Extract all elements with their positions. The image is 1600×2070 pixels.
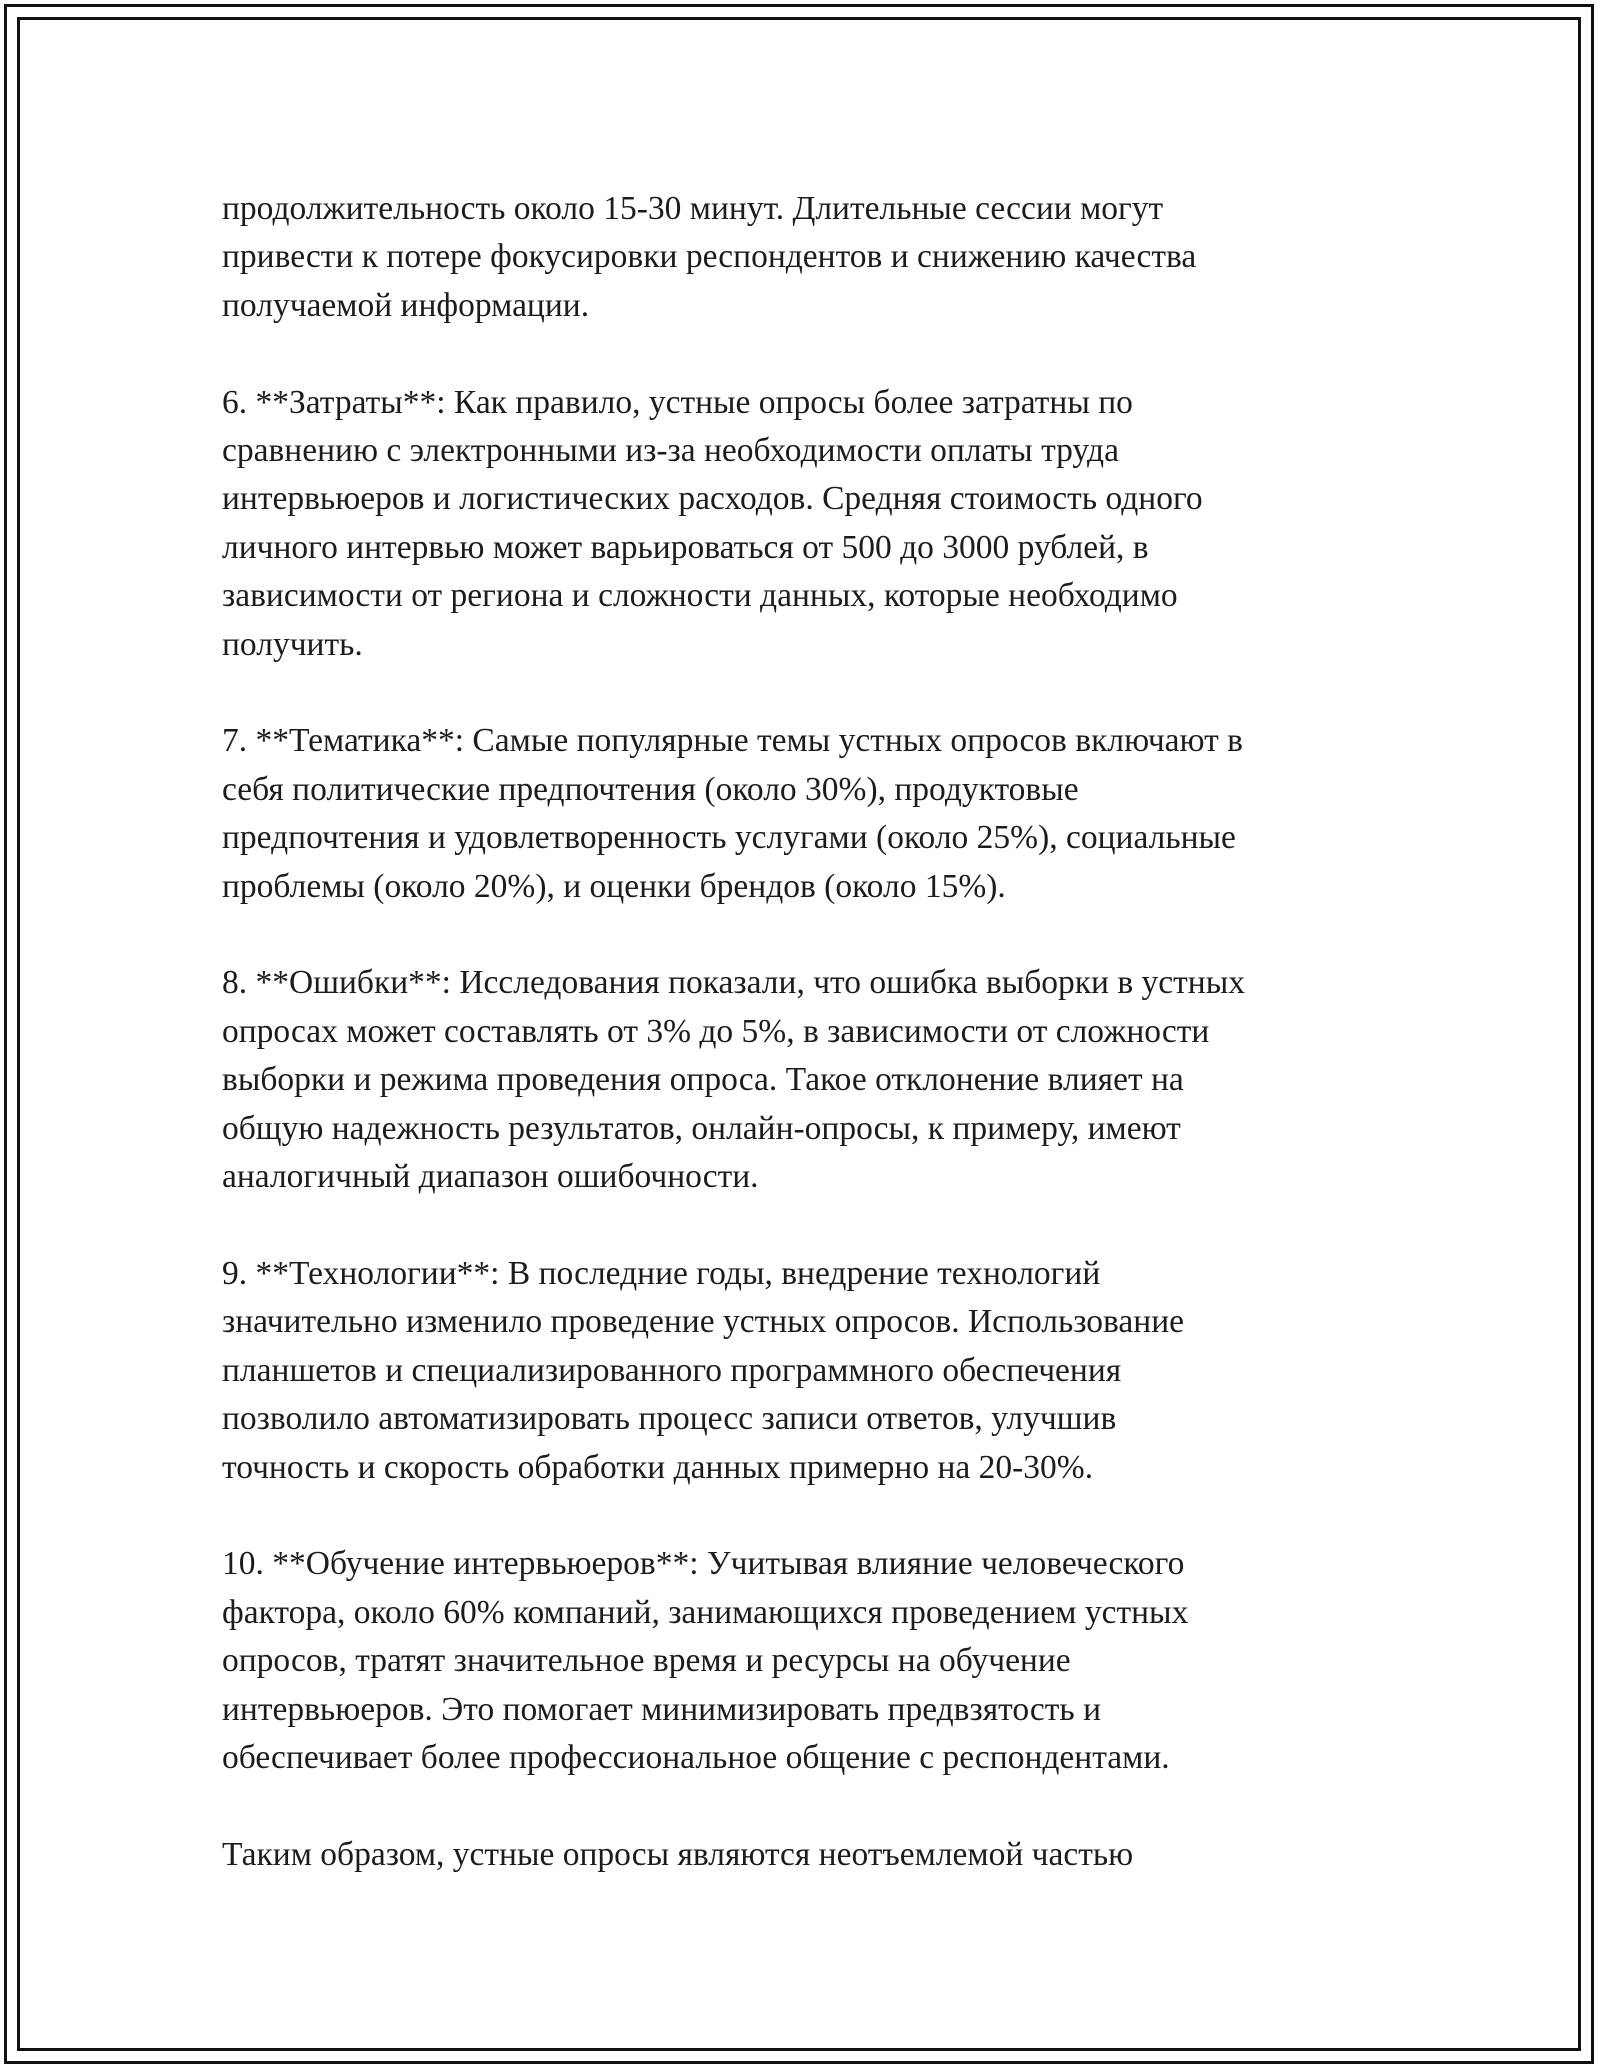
text-line: обеспечивает более профессиональное общение с респондентами. xyxy=(222,1738,1170,1776)
text-line: опросах может составлять от 3% до 5%, в зависимости от сложности xyxy=(222,1012,1210,1050)
text-line: 8. **Ошибки**: Исследования показали, что ошибка выборки в устных xyxy=(222,964,1245,1002)
text-line: общую надежность результатов, онлайн-опросы, к примеру, имеют xyxy=(222,1109,1181,1147)
paragraph-costs xyxy=(222,379,1372,669)
text-line: выборки и режима проведения опроса. Такое отклонение влияет на xyxy=(222,1061,1184,1099)
text-line: 10. **Обучение интервьюеров**: Учитывая влияние человеческого xyxy=(222,1545,1185,1583)
text-line: личного интервью может варьироваться от 500 до 3000 рублей, в xyxy=(222,528,1149,566)
text-line: привести к потере фокусировки респондентов и снижению качества xyxy=(222,238,1197,276)
text-line: получить. xyxy=(222,625,363,663)
text-line: зависимости от региона и сложности данных, которые необходимо xyxy=(222,577,1178,615)
text-line: получаемой информации. xyxy=(222,286,590,324)
text-line: 6. **Затраты**: Как правило, устные опросы более затратны по xyxy=(222,383,1133,421)
text-line: значительно изменило проведение устных опросов. Использование xyxy=(222,1303,1185,1341)
text-line: интервьюеров и логистических расходов. Средняя стоимость одного xyxy=(222,480,1203,518)
text-line: Таким образом, устные опросы являются неотъемлемой частью xyxy=(222,1835,1134,1873)
text-line: планшетов и специализированного программного обеспечения xyxy=(222,1351,1122,1389)
text-line: точность и скорость обработки данных примерно на 20-30%. xyxy=(222,1448,1094,1486)
text-line: продолжительность около 15-30 минут. Длительные сессии могут xyxy=(222,190,1164,227)
text-line: сравнению с электронными из-за необходимости оплаты труда xyxy=(222,432,1119,470)
text-line: предпочтения и удовлетворенность услугами (около 25%), социальные xyxy=(222,819,1236,857)
text-line: интервьюеров. Это помогает минимизировать предвзятость и xyxy=(222,1690,1102,1728)
paragraph-interviewer-training xyxy=(222,1540,1372,1782)
paragraph-errors xyxy=(222,959,1372,1201)
text-line: позволило автоматизировать процесс записи ответов, улучшив xyxy=(222,1400,1117,1438)
text-line: 7. **Тематика**: Самые популярные темы устных опросов включают в xyxy=(222,722,1243,760)
text-line: опросов, тратят значительное время и ресурсы на обучение xyxy=(222,1642,1071,1680)
text-line: аналогичный диапазон ошибочности. xyxy=(222,1158,759,1196)
paragraph-conclusion xyxy=(222,1831,1372,1879)
document-body xyxy=(222,185,1372,1879)
text-line: 9. **Технологии**: В последние годы, внедрение технологий xyxy=(222,1254,1101,1292)
text-line: себя политические предпочтения (около 30%), продуктовые xyxy=(222,770,1079,808)
paragraph-session-duration xyxy=(222,185,1372,330)
paragraph-technologies xyxy=(222,1250,1372,1492)
paragraph-topics xyxy=(222,717,1372,911)
text-line: проблемы (около 20%), и оценки брендов (около 15%). xyxy=(222,867,1006,905)
text-line: фактора, около 60% компаний, занимающихся проведением устных xyxy=(222,1593,1189,1631)
